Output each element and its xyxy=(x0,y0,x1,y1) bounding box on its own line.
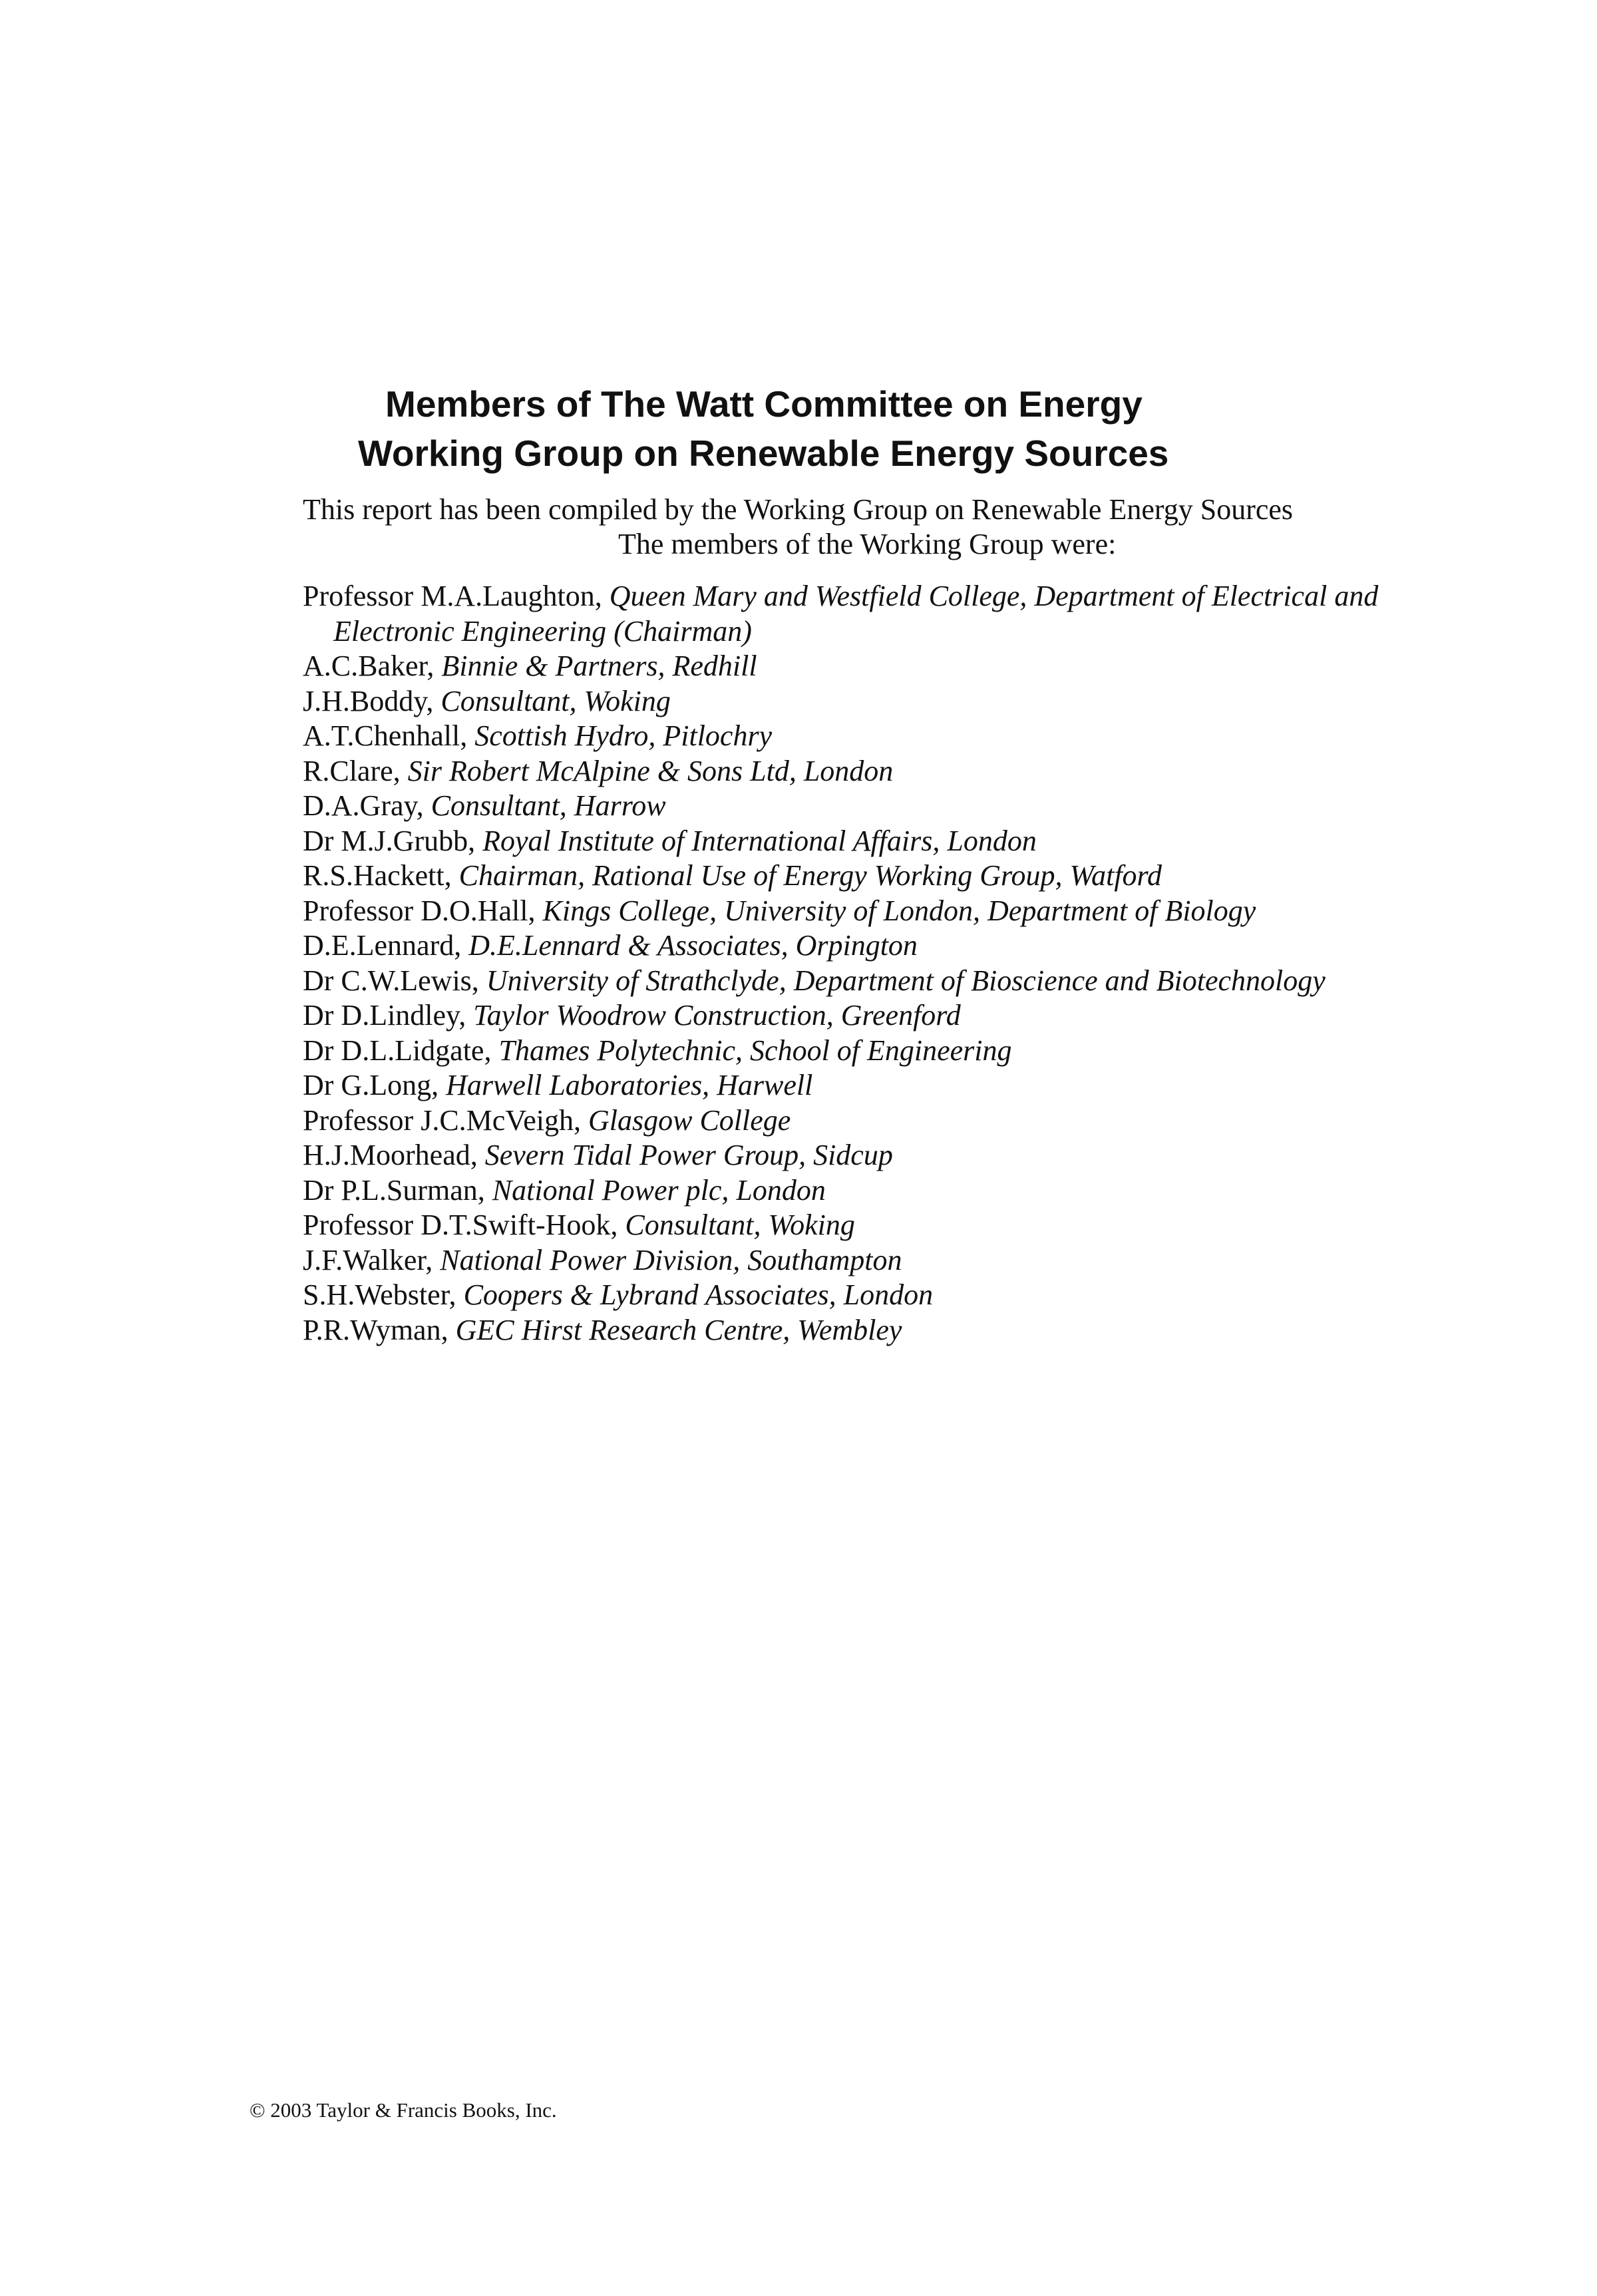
member-name: S.H.Webster, xyxy=(303,1278,464,1311)
member-affiliation: National Power plc, London xyxy=(492,1173,826,1207)
member-affiliation: Queen Mary and Westfield College, Department of Electrical and Electronic Engineering (Chairman) xyxy=(333,580,1379,648)
list-item xyxy=(303,1103,1461,1139)
member-affiliation: Glasgow College xyxy=(588,1103,791,1137)
intro-line-1: This report has been compiled by the Working Group on Renewable Energy Sources xyxy=(303,493,1294,526)
member-affiliation: Consultant, Woking xyxy=(625,1209,855,1241)
member-name: J.F.Walker, xyxy=(303,1243,441,1276)
list-item xyxy=(303,579,1461,649)
member-name: R.Clare, xyxy=(303,754,408,787)
list-item xyxy=(303,928,1461,964)
list-item xyxy=(303,1208,1461,1243)
member-name: Dr D.L.Lidgate, xyxy=(303,1034,499,1067)
member-affiliation: Consultant, Woking xyxy=(441,684,671,717)
member-name: H.J.Moorhead, xyxy=(303,1139,485,1171)
member-name: Professor D.T.Swift-Hook, xyxy=(303,1209,625,1241)
list-item xyxy=(303,754,1461,789)
member-affiliation: Royal Institute of International Affairs, London xyxy=(482,824,1037,857)
list-item xyxy=(303,1068,1461,1103)
member-affiliation: Thames Polytechnic, School of Engineering xyxy=(498,1034,1012,1067)
member-list xyxy=(303,579,1461,1348)
title-line-2: Working Group on Renewable Energy Sources xyxy=(358,433,1169,474)
member-name: A.C.Baker, xyxy=(303,650,442,682)
member-name: Professor J.C.McVeigh, xyxy=(303,1103,588,1137)
list-item xyxy=(303,964,1461,999)
list-item xyxy=(303,649,1461,684)
list-item xyxy=(303,1278,1461,1313)
member-name: Dr G.Long, xyxy=(303,1069,446,1101)
member-name: A.T.Chenhall, xyxy=(303,719,475,752)
intro-text xyxy=(303,492,1421,562)
member-affiliation: Sir Robert McAlpine & Sons Ltd, London xyxy=(407,754,894,787)
list-item xyxy=(303,1173,1461,1209)
member-name: Professor M.A.Laughton, xyxy=(303,580,610,612)
member-affiliation: Chairman, Rational Use of Energy Working Group, Watford xyxy=(458,859,1162,892)
member-name: D.E.Lennard, xyxy=(303,929,469,962)
member-name: J.H.Boddy, xyxy=(303,684,441,717)
member-name: R.S.Hackett, xyxy=(303,859,459,892)
page-title xyxy=(303,379,1434,478)
member-affiliation: University of Strathclyde, Department of Bioscience and Biotechnology xyxy=(486,964,1326,997)
list-item xyxy=(303,1243,1461,1278)
member-affiliation: GEC Hirst Research Centre, Wembley xyxy=(455,1313,902,1346)
member-affiliation: National Power Division, Southampton xyxy=(440,1243,902,1276)
member-affiliation: Coopers & Lybrand Associates, London xyxy=(463,1278,934,1311)
member-name: P.R.Wyman, xyxy=(303,1313,456,1346)
member-name: Dr C.W.Lewis, xyxy=(303,964,486,997)
member-affiliation: Taylor Woodrow Construction, Greenford xyxy=(473,999,961,1032)
list-item xyxy=(303,1034,1461,1069)
member-name: Dr M.J.Grubb, xyxy=(303,824,483,857)
member-name: Dr D.Lindley, xyxy=(303,999,474,1032)
member-name: Professor D.O.Hall, xyxy=(303,894,543,927)
list-item xyxy=(303,719,1461,754)
member-affiliation: Scottish Hydro, Pitlochry xyxy=(474,719,773,752)
member-affiliation: D.E.Lennard & Associates, Orpington xyxy=(468,929,918,962)
member-name: Dr P.L.Surman, xyxy=(303,1173,492,1207)
member-affiliation: Severn Tidal Power Group, Sidcup xyxy=(484,1139,893,1171)
list-item xyxy=(303,684,1461,719)
list-item xyxy=(303,998,1461,1034)
title-line-1: Members of The Watt Committee on Energy xyxy=(385,383,1143,425)
list-item xyxy=(303,894,1461,929)
member-affiliation: Binnie & Partners, Redhill xyxy=(441,650,757,682)
member-affiliation: Kings College, University of London, Department of Biology xyxy=(542,894,1256,927)
list-item xyxy=(303,859,1461,894)
member-name: D.A.Gray, xyxy=(303,789,431,822)
copyright-footer: © 2003 Taylor & Francis Books, Inc. xyxy=(250,2098,557,2122)
member-affiliation: Consultant, Harrow xyxy=(431,789,666,822)
intro-line-2: The members of the Working Group were: xyxy=(618,528,1117,560)
list-item xyxy=(303,1313,1461,1348)
list-item xyxy=(303,789,1461,824)
list-item xyxy=(303,1138,1461,1173)
member-affiliation: Harwell Laboratories, Harwell xyxy=(446,1069,813,1101)
list-item xyxy=(303,824,1461,859)
